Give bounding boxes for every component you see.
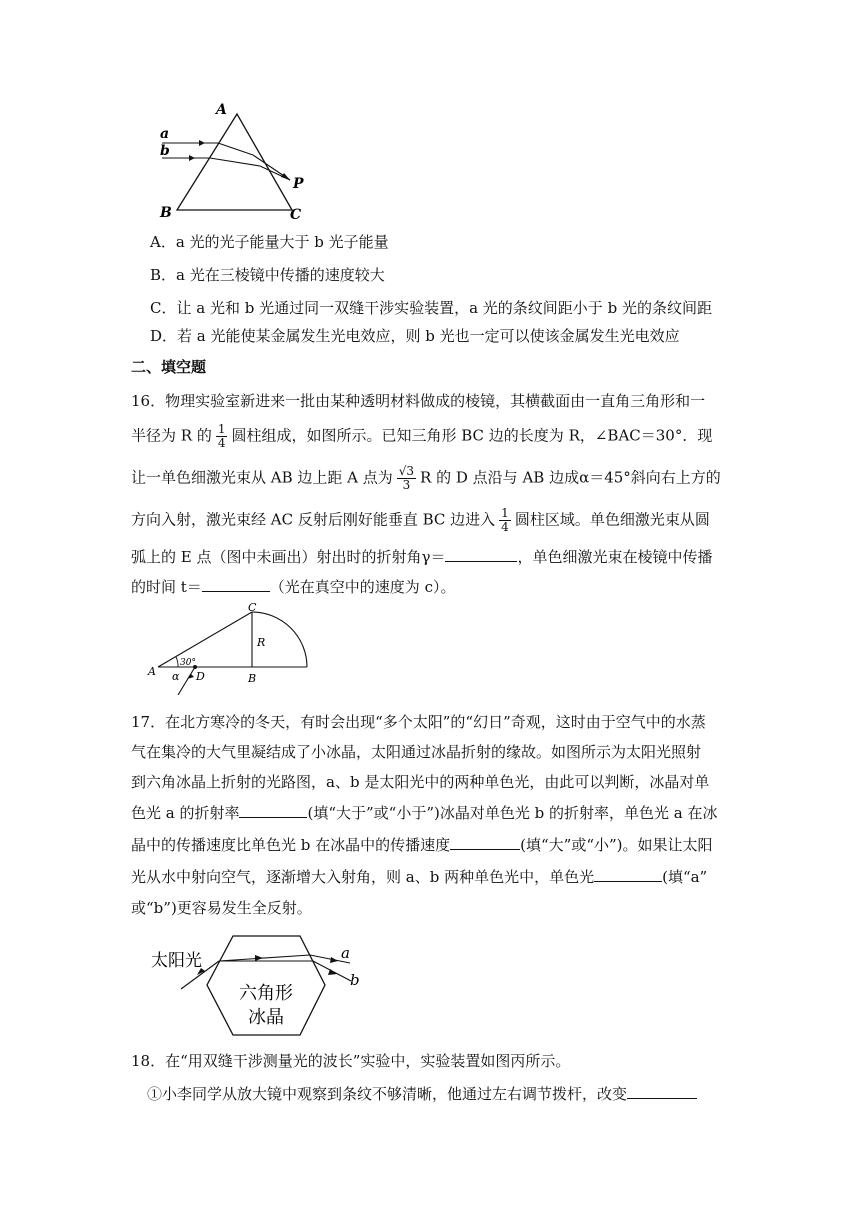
ray-a-inside (218, 143, 253, 155)
q17-line-6 (131, 865, 707, 888)
q17-line-4 (131, 801, 717, 824)
fraction-numerator: 1 (501, 506, 509, 520)
q16-text: 的时间 t＝ (131, 578, 202, 596)
q16-label-R: R (257, 636, 266, 649)
q17-text: 光从水中射向空气，逐渐增大入射角，则 a、b 两种单色光中，单色光 (131, 868, 595, 886)
q17-text: (填“大于”或“小于”)冰晶对单色光 b 的折射率，单色光 a 在冰 (307, 804, 718, 822)
option-d: D．若 a 光能使某金属发生光电效应，则 b 光也一定可以使该金属发生光电效应 (150, 327, 680, 345)
q18-line-2 (147, 1082, 697, 1105)
q17-text: (填“a” (662, 868, 708, 886)
answer-blank-time[interactable] (202, 575, 270, 592)
label-sunlight: 太阳光 (151, 951, 202, 971)
fraction-denominator: 4 (217, 436, 226, 450)
q16-text: ，单色细激光束在棱镜中传播 (517, 548, 713, 566)
fraction-quarter (499, 507, 511, 534)
answer-blank-total-reflection[interactable] (594, 865, 662, 882)
ray-b-inside (210, 158, 260, 166)
q16-label-D: D (196, 670, 205, 683)
label-hex-line2: 冰晶 (248, 1007, 284, 1028)
q16-label-C: C (248, 601, 257, 614)
q17-text: (填“大”或“小”)。如果让太阳 (520, 836, 713, 854)
q17-text: 晶中的传播速度比单色光 b 在冰晶中的传播速度 (131, 836, 451, 854)
q16-label-angle: 30° (180, 658, 196, 668)
q17-line-2: 气在集冷的大气里凝结成了小冰晶，太阳通过冰晶折射的缘故。如图所示为太阳光照射 (131, 743, 702, 761)
q16-text: 弧上的 E 点（图中未画出）射出时的折射角γ＝ (131, 548, 446, 566)
label-A: A (216, 102, 227, 118)
q18-text: ①小李同学从放大镜中观察到条纹不够清晰，他通过左右调节拨杆，改变 (147, 1085, 628, 1103)
option-a: A．a 光的光子能量大于 b 光子能量 (150, 233, 389, 251)
q16-text: 圆柱组成，如图所示。已知三角形 BC 边的长度为 R，∠BAC＝30°．现 (231, 426, 713, 445)
label-B: B (160, 205, 172, 221)
label-out-a: a (341, 944, 350, 962)
q16-figure (140, 600, 320, 695)
q17-figure (145, 933, 385, 1043)
q17-line-7: 或“b”)更容易发生全反射。 (131, 899, 312, 917)
ray-inside-a (219, 955, 310, 961)
q16-text: 圆柱区域。单色细激光束从圆 (514, 510, 710, 529)
q17-text: 色光 a 的折射率 (131, 804, 240, 822)
fraction-quarter (216, 423, 228, 450)
q16-label-B: B (248, 672, 257, 685)
section-title: 二、填空题 (131, 358, 207, 376)
fraction-sqrt3-over-3 (397, 465, 416, 492)
q16-line-4 (131, 507, 710, 534)
label-hex-line1: 六角形 (239, 983, 293, 1004)
q16-text: （光在真空中的速度为 c）。 (269, 578, 456, 596)
label-ray-a: a (160, 126, 170, 142)
q16-text: 方向入射，激光束经 AC 反射后刚好能垂直 BC 边进入 (131, 510, 496, 529)
q16-label-alpha: α (172, 670, 180, 683)
option-c: C．让 a 光和 b 光通过同一双缝干涉实验装置，a 光的条纹间距小于 b 光的条纹间距 (150, 299, 712, 317)
q16-line-6 (131, 575, 455, 598)
prism-figure (150, 100, 320, 225)
incident-ray (178, 667, 195, 695)
q16-line-2 (131, 423, 712, 450)
q16-text: 半径为 R 的 (131, 426, 212, 445)
q17-line-1: 17．在北方寒冷的冬天，有时会出现“多个太阳”的“幻日”奇观，这时由于空气中的水蒸 (131, 713, 706, 731)
q16-line-1: 16．物理实验室新进来一批由某种透明材料做成的棱镜，其横截面由一直角三角形和一 (131, 392, 706, 410)
fraction-denominator: 4 (501, 520, 509, 534)
answer-blank-q18[interactable] (627, 1082, 697, 1099)
q16-text: 让一单色细激光束从 AB 边上距 A 点为 (131, 468, 393, 487)
label-ray-b: b (160, 143, 170, 159)
side-AC (158, 612, 252, 667)
fraction-numerator: 1 (217, 422, 226, 436)
label-P: P (293, 176, 304, 192)
answer-blank-speed[interactable] (450, 833, 520, 850)
q17-line-3: 到六角冰晶上折射的光路图，a、b 是太阳光中的两种单色光，由此可以判断，冰晶对单 (131, 773, 710, 791)
answer-blank-gamma[interactable] (445, 545, 517, 562)
q16-label-A: A (148, 665, 156, 678)
q16-line-5 (131, 545, 712, 568)
answer-blank-index[interactable] (239, 801, 307, 818)
q17-line-5 (131, 833, 713, 856)
q16-line-3 (131, 465, 721, 492)
q18-line-1: 18．在“用双缝干涉测量光的波长”实验中，实验装置如图丙所示。 (131, 1052, 571, 1070)
fraction-numerator: √3 (398, 464, 415, 478)
q16-text: R 的 D 点沿与 AB 边成α＝45°斜向右上方的 (420, 468, 721, 487)
fraction-denominator: 3 (402, 478, 411, 492)
label-C: C (290, 207, 302, 223)
label-out-b: b (350, 971, 360, 989)
option-b: B．a 光在三棱镜中传播的速度较大 (150, 266, 385, 284)
